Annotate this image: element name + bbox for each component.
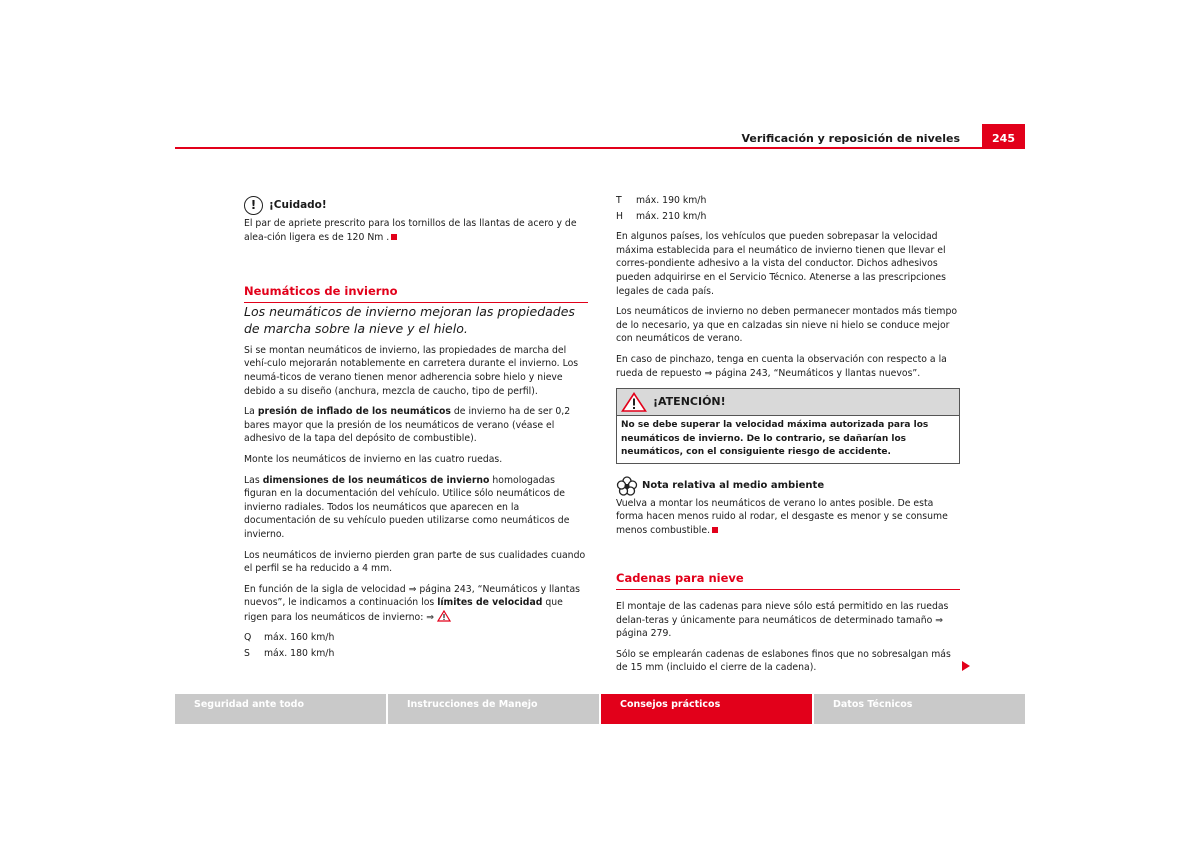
left-column [244, 196, 588, 663]
tab-datos[interactable]: Datos Técnicos [814, 694, 1025, 724]
paragraph: El montaje de las cadenas para nieve sólo está permitido en las ruedas delan-teras y únicamente para neumáticos de determinado tamaño ⇒ página 279. [616, 601, 949, 640]
caution-text [244, 217, 588, 244]
chapter-title: Verificación y reposición de niveles [741, 132, 960, 145]
chapter-tabs [175, 694, 1025, 724]
speed-row: S máx. 180 km/h [244, 648, 335, 660]
paragraph: Los neumáticos de invierno no deben permanecer montados más tiempo de lo necesario, ya que en calzadas sin nieve ni hielo se conduce mejor con neumáticos de verano. [616, 306, 958, 345]
caution-body: El par de apriete prescrito para los tornillos de las llantas de acero y de alea-ción ligera es de 120 Nm . [244, 218, 577, 243]
attention-title: ¡ATENCIÓN! [653, 395, 726, 409]
paragraph: Monte los neumáticos de invierno en las cuatro ruedas. [244, 453, 503, 465]
caution-header [244, 196, 588, 215]
flower-icon [616, 476, 638, 496]
section-title-chains: Cadenas para nieve [616, 572, 960, 590]
attention-body: No se debe superar la velocidad máxima autorizada para los neumáticos de invierno. De lo contrario, se dañarían los neumáticos, con el consiguiente riesgo de accidente. [621, 420, 929, 458]
tab-instrucciones[interactable]: Instrucciones de Manejo [388, 694, 599, 724]
paragraph: En algunos países, los vehículos que pueden sobrepasar la velocidad máxima establecida para el neumático de invierno tienen que llevar el corres-pondiente adhesivo a la vista del conductor. Dichos adhesivos pueden adquirirse en el Servicio Técnico. Atenerse a las prescripciones legales de cada país. [616, 231, 946, 297]
speed-row: T máx. 190 km/h [616, 195, 707, 206]
next-page-arrow-icon[interactable] [962, 661, 970, 671]
warning-triangle-icon [621, 392, 647, 412]
attention-box [616, 388, 960, 464]
page-number: 245 [982, 124, 1025, 149]
warning-triangle-icon [437, 610, 451, 622]
paragraph: Sólo se emplearán cadenas de eslabones finos que no sobresalgan más de 15 mm (incluido el cierre de la cadena). [616, 648, 951, 674]
attention-header [617, 389, 959, 416]
environment-title: Nota relativa al medio ambiente [642, 479, 825, 491]
header-rule [175, 147, 1025, 149]
right-column [616, 194, 960, 682]
tab-seguridad[interactable]: Seguridad ante todo [175, 694, 386, 724]
end-marker-icon [712, 527, 718, 533]
section-title-winter: Neumáticos de invierno [244, 285, 588, 303]
caution-title: ¡Cuidado! [269, 198, 327, 211]
environment-header [616, 476, 960, 496]
environment-text: Vuelva a montar los neumáticos de verano lo antes posible. De esta forma hacen menos ruido al rodar, el desgaste es menor y se consume menos combustible. [616, 497, 948, 536]
speed-row: H máx. 210 km/h [616, 210, 707, 222]
tab-consejos[interactable]: Consejos prácticos [601, 694, 812, 724]
paragraph: La presión de inflado de los neumáticos de invierno ha de ser 0,2 bares mayor que la presión de los neumáticos de verano (véase el adhesivo de la tapa del depósito de combustible). [244, 406, 571, 445]
paragraph: Las dimensiones de los neumáticos de invierno homologadas figuran en la documentación del vehículo. Utilice sólo neumáticos de invierno radiales. Todos los neumáticos que aparecen en la documentación de su vehículo pueden utilizarse como neumáticos de invierno. [244, 474, 570, 540]
paragraph: En caso de pinchazo, tenga en cuenta la observación con respecto a la rueda de repuesto ⇒ página 243, “Neumáticos y llantas nuevos”. [616, 353, 947, 379]
speed-row: Q máx. 160 km/h [244, 632, 335, 644]
exclamation-icon: ! [244, 196, 263, 215]
paragraph: Los neumáticos de invierno pierden gran parte de sus cualidades cuando el perfil se ha reducido a 4 mm. [244, 549, 586, 575]
lead-text: Los neumáticos de invierno mejoran las propiedades de marcha sobre la nieve y el hielo. [244, 303, 575, 336]
paragraph: Si se montan neumáticos de invierno, las propiedades de marcha del vehí-culo mejorarán notablemente en carretera durante el invierno. Los neumá-ticos de verano tienen menor adherencia sobre hielo y nieve debido a su diseño (anchura, mezcla de caucho, tipo de perfil). [244, 344, 579, 397]
end-marker-icon [391, 234, 397, 240]
paragraph: En función de la sigla de velocidad ⇒ página 243, “Neumáticos y llantas nuevos”, le indicamos a continuación los límites de velocidad que rigen para los neumáticos de invierno: ⇒ [244, 583, 580, 623]
